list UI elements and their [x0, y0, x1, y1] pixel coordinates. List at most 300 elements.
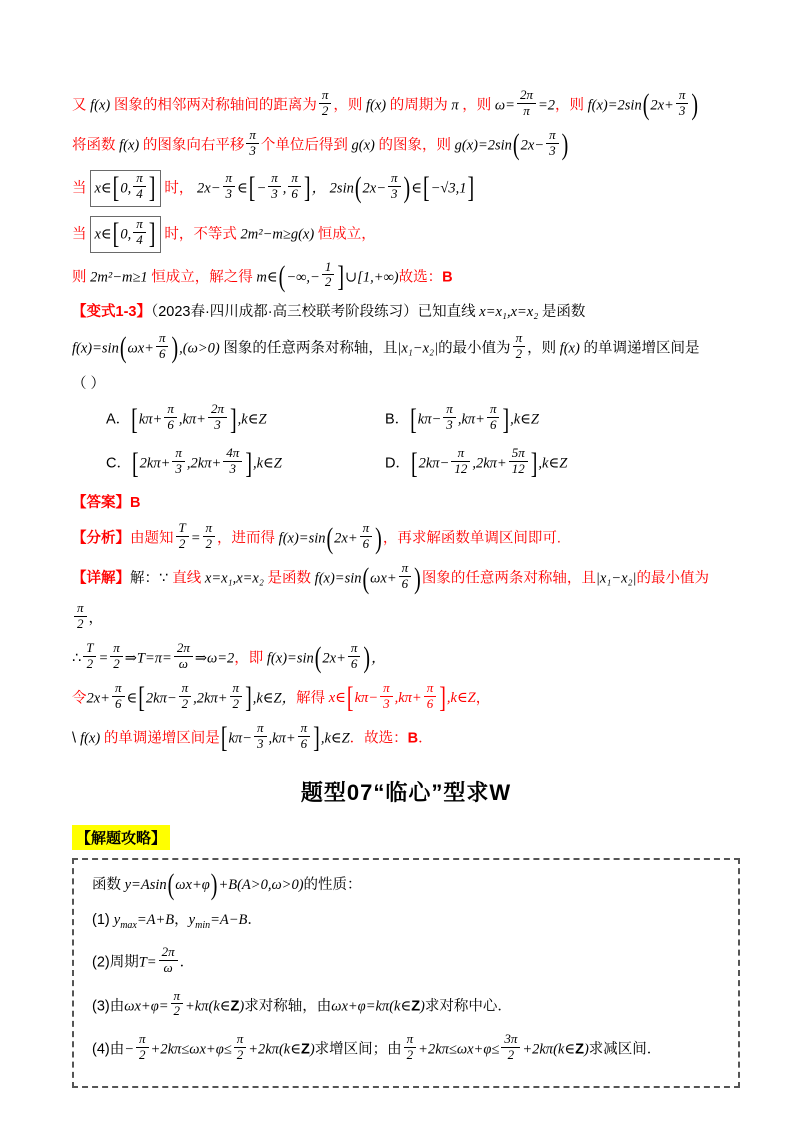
- fraction: [254, 721, 267, 752]
- detail-solution-line-2: [72, 600, 740, 634]
- big-bracket: [: [422, 171, 430, 205]
- text-run: ， 2sin: [311, 180, 354, 197]
- big-bracket: ): [363, 641, 371, 675]
- text-run: 的图象，: [378, 137, 437, 154]
- fraction-numerator: π: [406, 1031, 414, 1047]
- text-run: g(x)=2sin: [450, 137, 512, 154]
- text-run: ,k∈Z: [252, 455, 282, 472]
- big-bracket: [: [410, 403, 417, 437]
- fraction-numerator: 3π: [504, 1031, 518, 1047]
- text-run: +2kπ: [248, 1041, 279, 1058]
- fraction-denominator: 6: [112, 696, 125, 712]
- fraction-denominator: 3: [172, 461, 185, 477]
- option-B: [384, 401, 740, 437]
- text-run: 2kπ+: [139, 455, 171, 472]
- fraction-denominator: 2: [501, 1047, 520, 1063]
- text-run: −: [256, 180, 267, 197]
- text-run: 由题知: [130, 530, 174, 547]
- text-run: =: [98, 650, 109, 667]
- text-run: +2kπ≤ωx+φ≤: [150, 1041, 232, 1058]
- fraction-numerator: π: [457, 445, 465, 461]
- text-run: (3)由: [92, 997, 125, 1014]
- fraction-numerator: π: [678, 87, 686, 102]
- text-run: +2kπ≤ωx+φ≤: [418, 1041, 500, 1058]
- text-run: x∈: [94, 225, 112, 242]
- fraction-numerator: 5π: [511, 445, 525, 461]
- fraction: [74, 601, 87, 632]
- fraction-numerator: π: [401, 560, 409, 576]
- big-bracket: [: [131, 447, 139, 480]
- text-run: (2)周期: [92, 953, 139, 970]
- text-run: 求减区间．: [588, 1041, 662, 1058]
- text-run: 故选：: [398, 268, 443, 285]
- text-run: B．: [384, 411, 410, 428]
- text-run: ωx+: [127, 340, 154, 357]
- fraction: [424, 681, 437, 712]
- text-run: y=Asin: [121, 876, 167, 893]
- fraction: [322, 260, 335, 291]
- options-row-cd: [72, 445, 740, 480]
- fraction-denominator: 12: [509, 461, 528, 477]
- fraction-denominator: 3: [443, 417, 456, 433]
- fraction-denominator: 12: [451, 461, 470, 477]
- fraction-denominator: 2: [176, 536, 189, 552]
- text-run: ，即: [234, 650, 264, 667]
- text-run: ,kπ+: [457, 411, 485, 428]
- fraction-denominator: 6: [156, 346, 169, 362]
- fraction-numerator: 2π: [210, 401, 224, 417]
- fraction-denominator: 6: [424, 696, 437, 712]
- big-bracket: ): [210, 868, 218, 902]
- fraction-numerator: π: [426, 679, 434, 695]
- text-run: +kπ: [185, 997, 209, 1014]
- text-run: Z: [575, 1041, 584, 1058]
- text-run: 2x+: [334, 530, 358, 547]
- fraction-denominator: ω: [174, 656, 193, 672]
- text-run: ，则: [527, 340, 557, 357]
- text-run: (k∈: [553, 1041, 576, 1058]
- text-run: ∈: [237, 180, 248, 197]
- text-run: f(x)=2sin: [584, 97, 642, 114]
- text-run: 【变式1-3】: [72, 304, 151, 321]
- fraction-denominator: 4: [133, 232, 146, 248]
- fraction-denominator: 2: [179, 696, 192, 712]
- text-run: 2x+: [650, 97, 674, 114]
- text-run: ，: [174, 912, 189, 929]
- big-bracket: ]: [148, 217, 156, 251]
- text-run: ，则: [333, 97, 363, 114]
- big-bracket: ): [561, 128, 569, 162]
- fraction-denominator: 6: [288, 186, 301, 202]
- fraction: [223, 171, 236, 202]
- strategy-box: [72, 858, 740, 1089]
- text-run: 2x+: [86, 690, 110, 707]
- fraction-numerator: π: [205, 520, 213, 536]
- range-evaluation-line: [72, 170, 740, 207]
- text-run: m∈: [252, 268, 278, 285]
- answer-blank-line: [72, 373, 740, 395]
- text-run: ,2kπ+: [186, 455, 222, 472]
- detail-solution-line-4: [72, 679, 740, 715]
- text-run: (1): [92, 912, 114, 929]
- boxed-expression: [90, 170, 162, 207]
- fraction-numerator: 4π: [226, 445, 240, 461]
- text-run: 当: [72, 225, 87, 242]
- text-run: 2m²−m≥1: [86, 268, 152, 285]
- fraction: [451, 446, 470, 477]
- text-run: ,2kπ+: [193, 690, 228, 707]
- text-run: x=x₁,x=x₂: [201, 570, 268, 587]
- detail-solution-line-1: [72, 560, 740, 596]
- fraction: [156, 331, 169, 362]
- text-run: max: [120, 920, 137, 932]
- text-run: ，再求解函数单调区间即可.: [382, 530, 561, 547]
- text-run: +2kπ: [522, 1041, 554, 1058]
- big-bracket: (: [354, 171, 362, 205]
- fraction-numerator: π: [232, 679, 240, 695]
- text-run: y: [188, 912, 196, 929]
- text-run: f(x): [115, 137, 143, 154]
- big-bracket: ): [691, 88, 699, 122]
- text-run: ,k∈Z: [446, 690, 476, 707]
- big-bracket: ]: [148, 171, 156, 205]
- text-run: T=: [138, 953, 157, 970]
- fraction: [83, 641, 96, 672]
- text-run: ．: [247, 912, 262, 929]
- fraction: [380, 681, 393, 712]
- text-run: ,k∈Z，: [252, 690, 297, 707]
- text-run: D．: [384, 455, 410, 472]
- fraction-numerator: 2π: [519, 87, 533, 102]
- text-run: ω=: [491, 97, 515, 114]
- fraction: [110, 641, 123, 672]
- text-run: 恒成立，解之得: [151, 268, 253, 285]
- fraction-numerator: π: [549, 126, 556, 142]
- fraction: [246, 128, 259, 159]
- text-run: 2kπ−: [145, 690, 177, 707]
- fraction-denominator: 3: [676, 103, 689, 119]
- text-run: ，进而得: [217, 530, 276, 547]
- text-run: |x₁−x₂|: [595, 570, 637, 587]
- fraction-numerator: π: [362, 520, 370, 536]
- big-bracket: ): [403, 171, 411, 205]
- fraction-numerator: 1: [324, 258, 332, 274]
- big-bracket: (: [362, 562, 370, 596]
- text-run: 求对称轴，由: [244, 997, 332, 1014]
- text-run: Z: [230, 997, 240, 1014]
- fraction: [513, 331, 526, 362]
- text-run: （2023春·四川成都·高三校联考阶段练习）已知直线: [150, 304, 476, 321]
- fraction: [360, 521, 373, 552]
- text-run: 图象的任意两条对称轴，且: [421, 570, 596, 587]
- fraction-denominator: 3: [388, 186, 401, 202]
- text-run: 令: [72, 690, 87, 707]
- fraction-numerator: π: [350, 640, 358, 656]
- fraction-numerator: π: [391, 169, 398, 185]
- text-run: 时，: [164, 180, 194, 197]
- fraction-denominator: 3: [268, 186, 281, 202]
- text-run: ，: [88, 610, 104, 627]
- big-bracket: ]: [530, 447, 538, 480]
- text-run: 函数: [92, 876, 121, 893]
- fraction: [223, 446, 242, 477]
- fraction-denominator: 6: [399, 576, 412, 592]
- big-bracket: [: [248, 171, 256, 205]
- big-bracket: ]: [439, 681, 446, 715]
- text-run: C．: [106, 455, 131, 472]
- text-run: Z: [300, 1041, 310, 1058]
- fraction-denominator: π: [517, 103, 536, 119]
- fraction-denominator: 2: [136, 1047, 149, 1063]
- big-bracket: (: [326, 522, 334, 556]
- text-run: =2: [537, 97, 555, 114]
- text-run: =A−B: [210, 912, 248, 929]
- text-run: Z: [411, 997, 421, 1014]
- big-bracket: (: [278, 260, 286, 294]
- inequality-condition-line: [72, 216, 740, 253]
- text-run: −√3,1: [430, 180, 467, 197]
- text-run: f(x)=sin: [263, 650, 314, 667]
- fraction-numerator: T: [86, 640, 94, 656]
- fraction-numerator: T: [178, 520, 186, 536]
- max-min-property: [92, 909, 720, 934]
- big-bracket: ]: [230, 403, 237, 437]
- text-run: 2kπ−: [418, 455, 450, 472]
- text-run: ．故选：: [349, 730, 408, 747]
- big-bracket: [: [112, 171, 120, 205]
- fraction: [164, 402, 177, 433]
- fraction-denominator: 6: [164, 417, 177, 433]
- fraction-denominator: 3: [380, 696, 393, 712]
- text-run: min: [195, 920, 211, 932]
- option-D: [384, 445, 740, 480]
- text-run: 解得: [296, 690, 326, 707]
- strategy-label-row: [72, 825, 740, 850]
- text-run: ,kπ+: [268, 730, 296, 747]
- big-bracket: ]: [245, 681, 252, 715]
- text-run: kπ−: [228, 730, 252, 747]
- fraction: [159, 945, 178, 976]
- text-run: =: [190, 530, 201, 547]
- fraction-numerator: π: [383, 679, 390, 695]
- text-run: 2m²−m≥g(x): [236, 225, 318, 242]
- text-run: 的性质：: [303, 876, 362, 893]
- fraction-denominator: 4: [133, 186, 146, 202]
- fraction-denominator: 3: [246, 143, 259, 159]
- fraction-numerator: π: [139, 1031, 146, 1047]
- big-bracket: (: [642, 88, 650, 122]
- fraction-numerator: π: [446, 401, 453, 417]
- text-run: 将函数: [72, 137, 116, 154]
- text-run: ): [239, 997, 245, 1014]
- fraction-numerator: π: [249, 126, 256, 142]
- text-run: 2x−: [362, 180, 387, 197]
- text-run: 则: [72, 268, 87, 285]
- text-run: 0,: [120, 225, 132, 242]
- text-run: ．: [179, 953, 195, 970]
- text-run: 当: [72, 180, 87, 197]
- fraction-denominator: 2: [513, 346, 526, 362]
- detail-solution-line-3: [72, 640, 740, 675]
- text-run: ，则: [555, 97, 584, 114]
- text-run: =A+B: [136, 912, 175, 929]
- text-run: −: [124, 1041, 135, 1058]
- big-bracket: (: [512, 128, 520, 162]
- text-run: 求增区间；由: [314, 1041, 402, 1058]
- text-run: ，则: [462, 97, 492, 114]
- text-run: ．: [418, 730, 433, 747]
- text-run: 【分析】: [72, 530, 130, 547]
- text-run: x∈: [94, 180, 112, 197]
- fraction: [133, 217, 146, 248]
- fraction-denominator: 2: [74, 616, 87, 632]
- text-run: 时，不等式: [164, 225, 237, 242]
- fraction-denominator: 2: [322, 274, 335, 290]
- text-run: ∴: [72, 650, 82, 667]
- text-run: ∈: [126, 690, 138, 707]
- text-run: 又: [72, 97, 87, 114]
- text-run: π: [447, 97, 463, 114]
- fraction-denominator: 3: [223, 461, 242, 477]
- symmetry-property: [92, 987, 720, 1022]
- big-bracket: [: [410, 447, 418, 480]
- big-bracket: [: [220, 721, 228, 755]
- fraction-denominator: 2: [203, 536, 216, 552]
- big-bracket: ]: [303, 171, 311, 205]
- fraction-numerator: π: [300, 719, 308, 735]
- text-run: f(x)=sin: [311, 570, 362, 587]
- fraction: [487, 402, 500, 433]
- option-A: [106, 401, 385, 437]
- fraction: [501, 1032, 520, 1063]
- fraction-denominator: 3: [546, 143, 559, 159]
- fraction-denominator: 6: [360, 536, 373, 552]
- fraction-denominator: 2: [230, 696, 243, 712]
- analysis-line: [72, 520, 740, 556]
- text-run: ,: [282, 180, 287, 197]
- fraction-numerator: π: [77, 600, 84, 616]
- fraction-numerator: π: [114, 679, 122, 695]
- strategy-label: 【解题攻略】: [72, 825, 170, 850]
- big-bracket: [: [112, 217, 120, 251]
- text-run: ，: [475, 690, 491, 707]
- fraction: [404, 1032, 417, 1063]
- fraction-denominator: 6: [348, 656, 361, 672]
- text-run: kπ+: [138, 411, 163, 428]
- text-run: (4)由: [92, 1041, 125, 1058]
- fraction-denominator: 2: [234, 1047, 247, 1063]
- text-run: 【答案】B: [72, 494, 141, 511]
- fraction-denominator: 2: [404, 1047, 417, 1063]
- text-run: ωx+φ=: [124, 997, 169, 1014]
- text-run: ωx+φ=kπ: [331, 997, 390, 1014]
- fraction: [268, 171, 281, 202]
- text-run: 是函数: [541, 304, 586, 321]
- fraction-numerator: π: [291, 169, 298, 185]
- text-run: ): [583, 1041, 589, 1058]
- text-run: f(x): [80, 730, 104, 747]
- text-run: 的最小值为: [636, 570, 710, 587]
- fraction-numerator: π: [489, 401, 497, 417]
- fraction-denominator: 2: [171, 1003, 184, 1019]
- big-bracket: (: [119, 331, 127, 365]
- text-run: 的单调递增区间是: [583, 340, 700, 357]
- text-run: A．: [106, 411, 131, 428]
- detail-solution-line-5: [72, 719, 740, 755]
- big-bracket: ]: [313, 721, 320, 755]
- fraction: [319, 88, 332, 119]
- problem-statement-line: [72, 329, 740, 365]
- fraction-numerator: 2π: [176, 640, 190, 656]
- text-run: ,k∈Z: [237, 411, 267, 428]
- fraction-denominator: 2: [110, 656, 123, 672]
- fraction: [133, 171, 146, 202]
- text-run: x∈: [325, 690, 346, 707]
- fraction-denominator: 6: [487, 417, 500, 433]
- text-run: 的图象向右平移: [142, 137, 245, 154]
- text-run: 图象的任意两条对称轴，且: [223, 340, 398, 357]
- fraction: [136, 1032, 149, 1063]
- text-run: 图象的相邻两对称轴间的距离为: [113, 97, 317, 114]
- big-bracket: ): [375, 522, 382, 556]
- fraction-denominator: 2: [83, 656, 96, 672]
- text-run: ,(ω>0): [179, 340, 224, 357]
- text-run: 解：∵: [130, 570, 173, 587]
- period-property: [92, 943, 720, 978]
- fraction-numerator: π: [136, 215, 143, 231]
- text-run: ，: [371, 650, 386, 667]
- text-run: 直线: [172, 570, 202, 587]
- fraction-numerator: π: [271, 169, 278, 185]
- text-run: [1,+∞): [357, 268, 399, 285]
- text-run: ωx+: [370, 570, 397, 587]
- fraction-denominator: 3: [254, 736, 267, 752]
- fraction: [288, 171, 301, 202]
- function-properties-intro: [92, 868, 720, 902]
- fraction: [348, 641, 361, 672]
- text-run: 2x+: [322, 650, 346, 667]
- text-run: (k∈: [278, 1041, 301, 1058]
- text-run: ,k∈Z: [510, 411, 539, 428]
- text-run: −∞,−: [286, 268, 320, 285]
- fraction-denominator: 2: [319, 103, 332, 119]
- fraction: [179, 681, 192, 712]
- shift-transform-line: [72, 126, 740, 162]
- text-run: ): [420, 997, 425, 1014]
- text-run: ,k∈Z: [320, 730, 350, 747]
- fraction: [676, 88, 689, 119]
- period-derivation-line: [72, 87, 740, 122]
- text-run: +B(A>0,ω>0): [218, 876, 304, 893]
- fraction-numerator: π: [136, 169, 143, 185]
- variant-1-3-heading: [72, 301, 740, 323]
- text-run: g(x): [347, 137, 379, 154]
- big-bracket: (: [314, 641, 322, 675]
- fraction-numerator: π: [181, 679, 189, 695]
- text-run: （ ）: [72, 375, 106, 392]
- text-run: 2x−: [520, 137, 545, 154]
- text-run: ωx+φ: [175, 876, 210, 893]
- fraction-numerator: π: [256, 719, 264, 735]
- text-run: f(x)=sin: [72, 340, 119, 357]
- text-run: 的最小值为: [438, 340, 511, 357]
- fraction: [174, 641, 193, 672]
- solution-set-line: [72, 258, 740, 294]
- solution-section: [72, 87, 740, 755]
- text-run: kπ−: [354, 690, 379, 707]
- fraction: [388, 171, 401, 202]
- text-run: ): [309, 1041, 315, 1058]
